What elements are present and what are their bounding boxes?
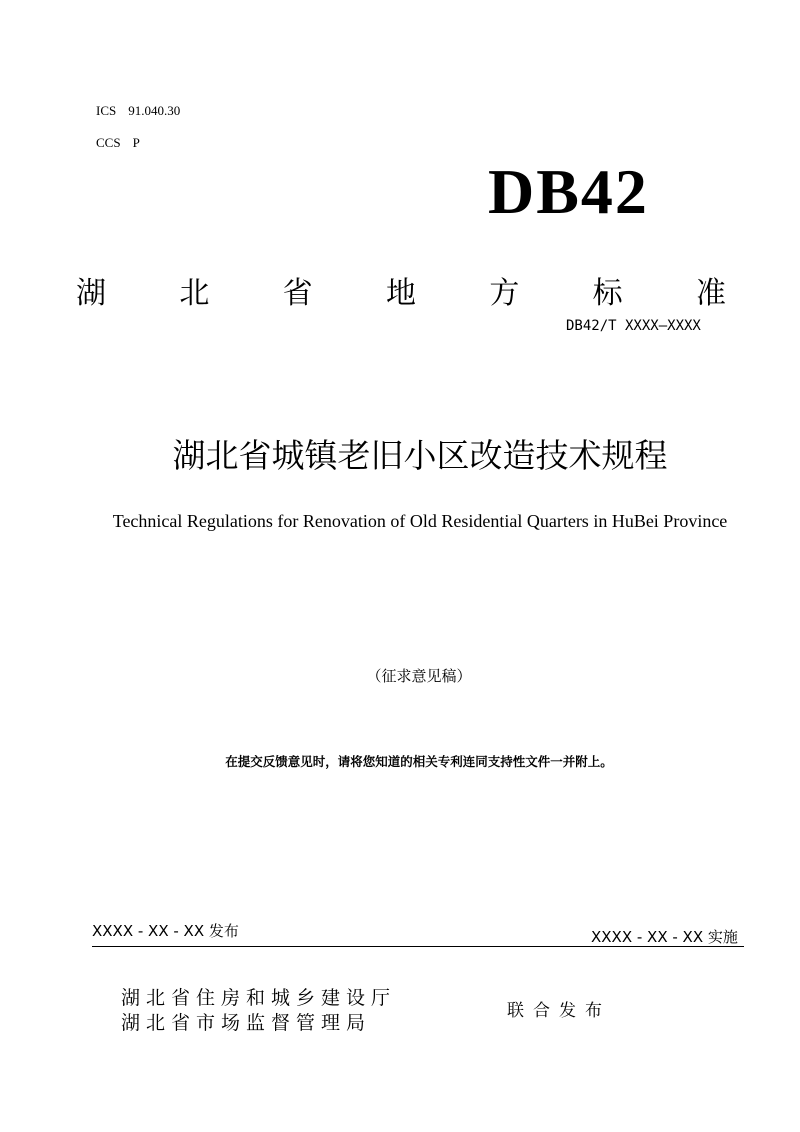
document-title-en: Technical Regulations for Renovation of Old Residential Quarters in HuBei Province (112, 511, 728, 531)
ccs-label: CCS (96, 135, 121, 150)
ccs-value: P (132, 135, 140, 150)
implement-date: XXXX - XX - XX 实施 (591, 928, 738, 946)
document-title-zh: 湖北省城镇老旧小区改造技术规程 (172, 436, 668, 475)
ics-value: 91.040.30 (128, 103, 181, 118)
draft-status: （征求意见稿） (366, 669, 472, 685)
standard-type-char: 湖 (76, 276, 106, 311)
publish-date: XXXX - XX - XX 发布 (92, 922, 239, 940)
standard-type-title (76, 276, 726, 312)
standard-type-char: 准 (695, 276, 726, 311)
footer-divider (92, 946, 744, 947)
standard-code: DB42/T XXXX—XXXX (566, 318, 701, 334)
patent-notice: 在提交反馈意见时，请将您知道的相关专利连同支持性文件一并附上。 (225, 754, 613, 769)
standard-type-char: 方 (489, 276, 520, 311)
standard-type-char: 北 (179, 276, 210, 311)
issuer-market-bureau: 湖北省市场监督管理局 (121, 1012, 372, 1034)
ics-label: ICS (96, 103, 117, 118)
standard-type-char: 标 (592, 276, 623, 311)
standard-prefix: DB42 (488, 156, 649, 227)
standard-type-char: 地 (385, 276, 416, 311)
standard-type-char: 省 (282, 276, 313, 311)
ics-classification (96, 103, 180, 119)
ccs-classification (96, 135, 140, 151)
joint-issue-label: 联合发布 (507, 1001, 611, 1021)
issuer-housing-dept: 湖北省住房和城乡建设厅 (121, 987, 397, 1009)
